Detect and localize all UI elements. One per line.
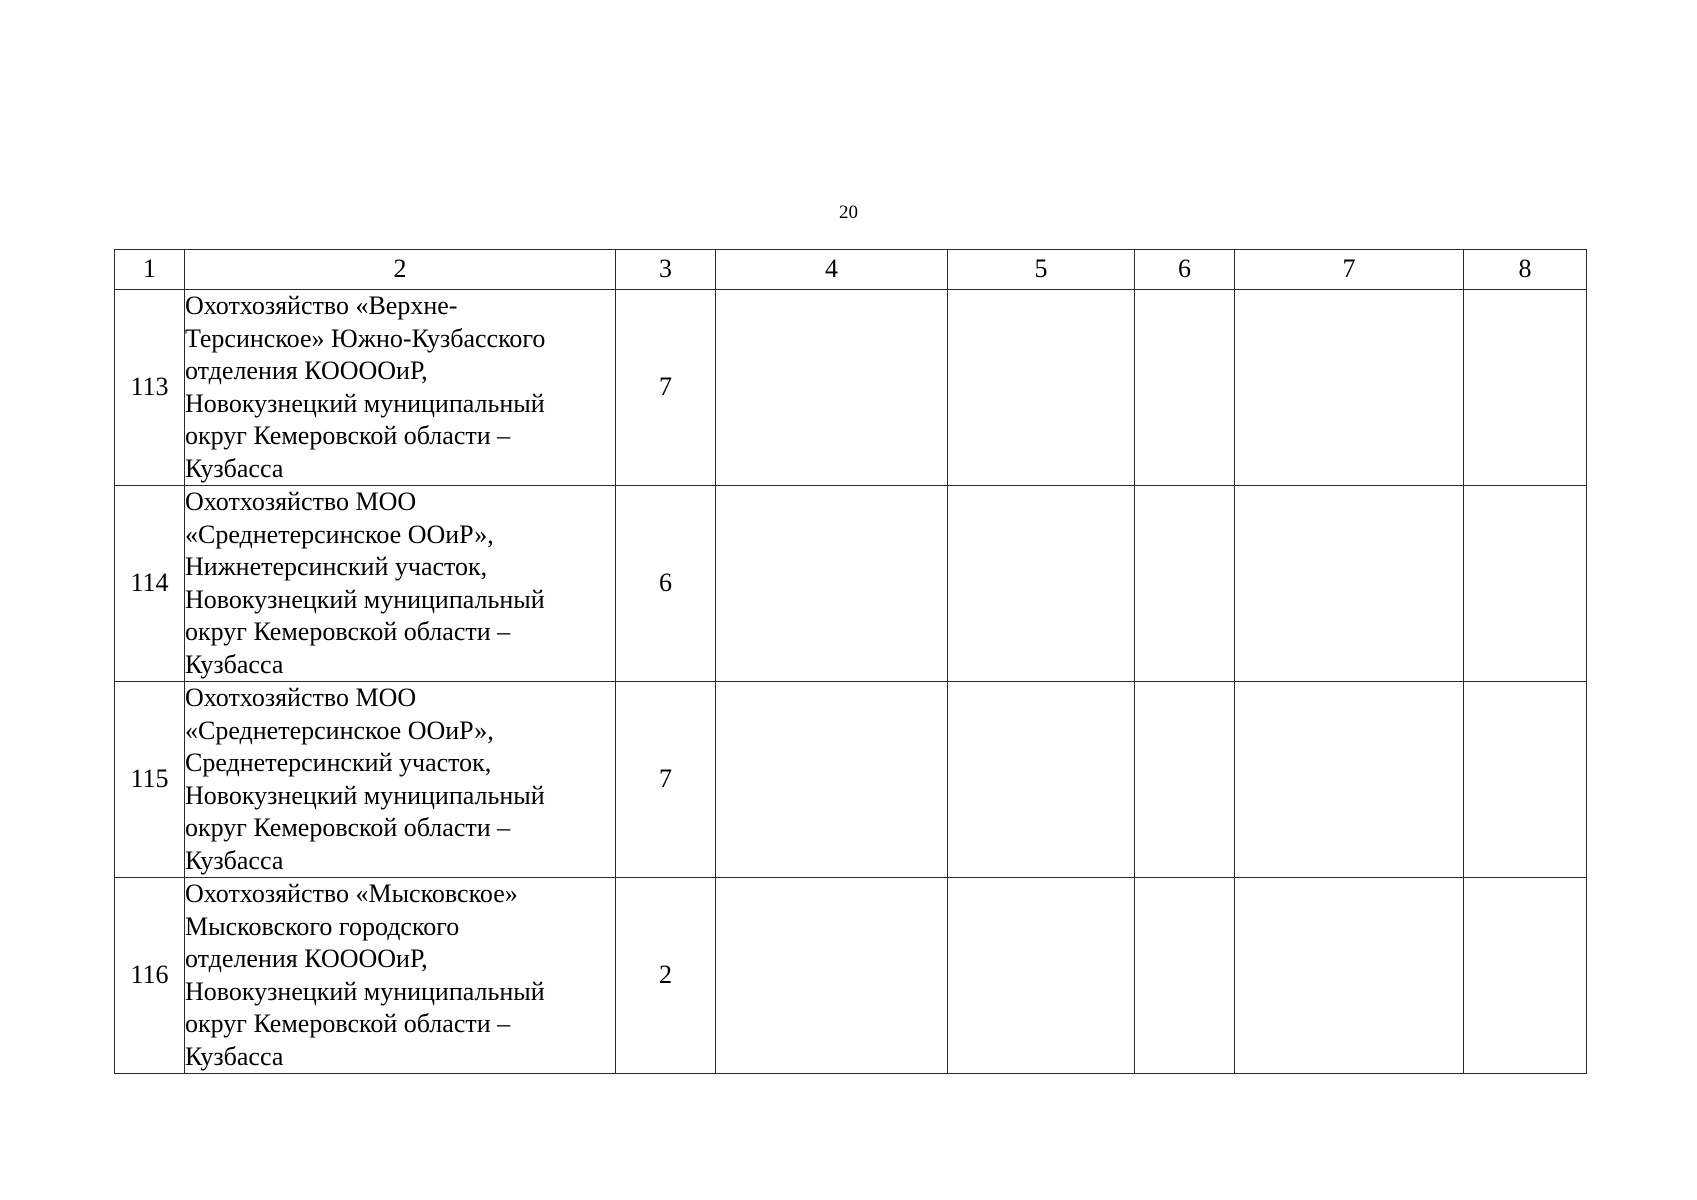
column-3-value: 7 (616, 290, 716, 486)
column-8-cell (1464, 878, 1587, 1074)
name-line: Терсинское» Южно-Кузбасского (185, 323, 546, 353)
hunting-ground-name (185, 290, 616, 486)
column-5-cell (948, 486, 1135, 682)
name-line: «Среднетерсинское ООиР», (185, 519, 494, 549)
name-line: Охотхозяйство МОО (185, 487, 417, 516)
name-line: Кузбасса (185, 649, 284, 679)
column-7-cell (1235, 878, 1464, 1074)
name-line: округ Кемеровской области – (185, 617, 511, 646)
row-number: 116 (115, 878, 185, 1074)
column-header-5: 5 (948, 250, 1135, 290)
column-6-cell (1135, 486, 1235, 682)
column-7-cell (1235, 682, 1464, 878)
name-line: округ Кемеровской области – (185, 813, 511, 842)
name-line: Новокузнецкий муниципальный (185, 584, 545, 614)
column-5-cell (948, 682, 1135, 878)
table-row (115, 682, 1587, 878)
table-row (115, 486, 1587, 682)
column-7-cell (1235, 486, 1464, 682)
table-row (115, 290, 1587, 486)
column-3-value: 2 (616, 878, 716, 1074)
row-number: 113 (115, 290, 185, 486)
column-header-8: 8 (1464, 250, 1587, 290)
column-7-cell (1235, 290, 1464, 486)
column-8-cell (1464, 290, 1587, 486)
column-5-cell (948, 878, 1135, 1074)
column-3-value: 7 (616, 682, 716, 878)
column-4-cell (716, 682, 948, 878)
column-6-cell (1135, 682, 1235, 878)
name-line: Охотхозяйство «Мысковское» (185, 879, 518, 908)
column-8-cell (1464, 682, 1587, 878)
name-line: Кузбасса (185, 453, 284, 483)
column-header-3: 3 (616, 250, 716, 290)
column-header-4: 4 (716, 250, 948, 290)
hunting-ground-name (185, 486, 616, 682)
column-4-cell (716, 290, 948, 486)
row-number: 115 (115, 682, 185, 878)
column-6-cell (1135, 290, 1235, 486)
column-8-cell (1464, 486, 1587, 682)
name-line: Новокузнецкий муниципальный (185, 976, 545, 1006)
name-line: Среднетерсинский участок, (185, 748, 492, 777)
name-line: Новокузнецкий муниципальный (185, 780, 545, 810)
name-line: Охотхозяйство «Верхне- (185, 291, 458, 320)
table-header-row (115, 250, 1587, 290)
name-line: округ Кемеровской области – (185, 421, 511, 450)
name-line: Кузбасса (185, 845, 284, 875)
page-number: 20 (839, 202, 858, 223)
name-line: Нижнетерсинский участок, (185, 552, 488, 581)
column-header-1: 1 (115, 250, 185, 290)
table-row (115, 878, 1587, 1074)
name-line: Мысковского городского (185, 911, 460, 941)
column-4-cell (716, 486, 948, 682)
column-4-cell (716, 878, 948, 1074)
column-header-6: 6 (1135, 250, 1235, 290)
row-number: 114 (115, 486, 185, 682)
name-line: отделения КООООиР, (185, 944, 428, 973)
name-line: округ Кемеровской области – (185, 1009, 511, 1038)
hunting-ground-name (185, 682, 616, 878)
name-line: Кузбасса (185, 1041, 284, 1071)
column-header-2: 2 (185, 250, 616, 290)
name-line: отделения КООООиР, (185, 356, 428, 385)
name-line: «Среднетерсинское ООиР», (185, 715, 494, 745)
column-6-cell (1135, 878, 1235, 1074)
name-line: Охотхозяйство МОО (185, 683, 417, 712)
data-table (114, 249, 1587, 1074)
column-3-value: 6 (616, 486, 716, 682)
name-line: Новокузнецкий муниципальный (185, 388, 545, 418)
column-header-7: 7 (1235, 250, 1464, 290)
column-5-cell (948, 290, 1135, 486)
hunting-ground-name (185, 878, 616, 1074)
